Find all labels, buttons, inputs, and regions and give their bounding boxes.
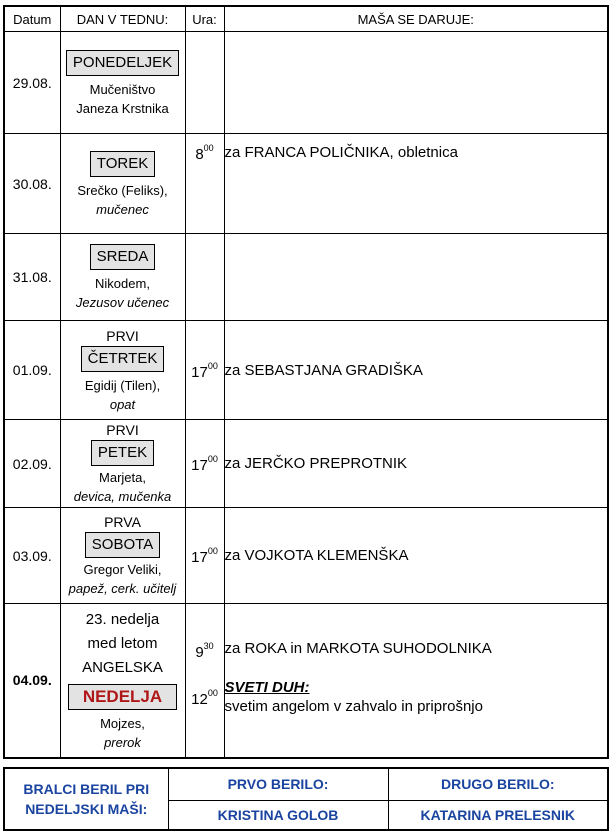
row-day-cell — [60, 234, 185, 321]
header-day: DAN V TEDNU: — [60, 6, 185, 32]
schedule-row — [4, 321, 608, 420]
row-time — [185, 234, 224, 321]
sunday-line: ANGELSKA — [82, 659, 163, 677]
saint-line: Gregor Veliki, — [83, 562, 162, 577]
saint-line: Mojzes, — [100, 716, 145, 732]
day-name-box: SOBOTA — [85, 532, 160, 558]
row-day-cell — [60, 508, 185, 604]
schedule-row-sunday — [4, 604, 608, 758]
mass-schedule-table — [3, 5, 609, 759]
schedule-row — [4, 508, 608, 604]
row-mass — [224, 321, 608, 420]
mass-intention: za SEBASTJANA GRADIŠKA — [224, 361, 423, 379]
saint-line: mučenec — [96, 201, 149, 217]
mass-intention: za JERČKO PREPROTNIK — [224, 455, 408, 472]
row-date: 03.09. — [4, 508, 60, 604]
row-time: $17^{00}$ — [185, 420, 224, 508]
day-prefix: PRVI — [106, 422, 139, 438]
header-mass: MAŠA SE DARUJE: — [224, 6, 608, 32]
row-mass — [224, 234, 608, 321]
row-mass — [224, 134, 608, 234]
day-name-box: SREDA — [90, 244, 156, 270]
schedule-row — [4, 234, 608, 321]
saint-line: prerok — [104, 735, 141, 751]
mass-intention: za VOJKOTA KLEMENŠKA — [224, 547, 409, 564]
day-name-box: PETEK — [91, 440, 154, 466]
row-time: $17^{00}$ — [185, 321, 224, 420]
day-prefix: PRVI — [106, 327, 139, 344]
row-mass — [224, 604, 608, 758]
schedule-row — [4, 134, 608, 234]
row-date: 31.08. — [4, 234, 60, 321]
readers-table — [3, 767, 609, 831]
row-date: 01.09. — [4, 321, 60, 420]
saint-line: Jezusov učenec — [75, 295, 170, 310]
saint-line: Nikodem, — [95, 276, 150, 291]
schedule-row — [4, 32, 608, 134]
row-mass — [224, 32, 608, 134]
saint-line: papež, cerk. učitelj — [68, 581, 177, 596]
mass-intention: za ROKA in MARKOTA SUHODOLNIKA — [224, 640, 492, 657]
row-time: $17^{00}$ — [185, 508, 224, 604]
row-date: 04.09. — [4, 604, 60, 758]
saint-line: Mučeništvo — [89, 81, 156, 97]
mass-title: SVETI DUH: — [224, 679, 310, 696]
day-name-box: ČETRTEK — [81, 346, 165, 372]
saint-line: devica, mučenka — [73, 489, 172, 504]
day-name-box: TOREK — [90, 151, 155, 177]
header-time: Ura: — [185, 6, 224, 32]
readers-label: BRALCI BERIL PRI NEDELJSKI MAŠI: — [4, 768, 168, 830]
row-mass — [224, 508, 608, 604]
day-name-box: PONEDELJEK — [66, 50, 179, 76]
sunday-line: 23. nedelja — [85, 611, 160, 629]
schedule-row — [4, 420, 608, 508]
mass-intention: za FRANCA POLIČNIKA, obletnica — [224, 144, 458, 161]
day-prefix: PRVA — [104, 514, 141, 530]
first-reading-title: PRVO BERILO: — [168, 768, 388, 800]
second-reading-title: DRUGO BERILO: — [388, 768, 608, 800]
saint-line: Janeza Krstnika — [76, 100, 169, 116]
saint-line: Egidij (Tilen), — [84, 377, 161, 393]
row-time: $9^{30}$ $12^{00}$ — [185, 604, 224, 758]
day-name-box-sunday: NEDELJA — [68, 684, 177, 710]
row-day-cell — [60, 604, 185, 758]
saint-line: opat — [109, 396, 136, 412]
sunday-line: med letom — [87, 635, 158, 653]
saint-line: Marjeta, — [99, 470, 146, 485]
row-date: 30.08. — [4, 134, 60, 234]
row-mass — [224, 420, 608, 508]
first-reader-name: KRISTINA GOLOB — [168, 800, 388, 830]
row-day-cell — [60, 321, 185, 420]
row-date: 02.09. — [4, 420, 60, 508]
row-day-cell — [60, 420, 185, 508]
row-date: 29.08. — [4, 32, 60, 134]
saint-line: Srečko (Feliks), — [77, 182, 168, 198]
row-day-cell — [60, 32, 185, 134]
header-row — [4, 6, 608, 32]
row-time — [185, 32, 224, 134]
row-day-cell — [60, 134, 185, 234]
row-time: $8^{00}$ — [185, 134, 224, 234]
header-date: Datum — [4, 6, 60, 32]
mass-intention: svetim angelom v zahvalo in priprošnjo — [224, 698, 483, 715]
second-reader-name: KATARINA PRELESNIK — [388, 800, 608, 830]
